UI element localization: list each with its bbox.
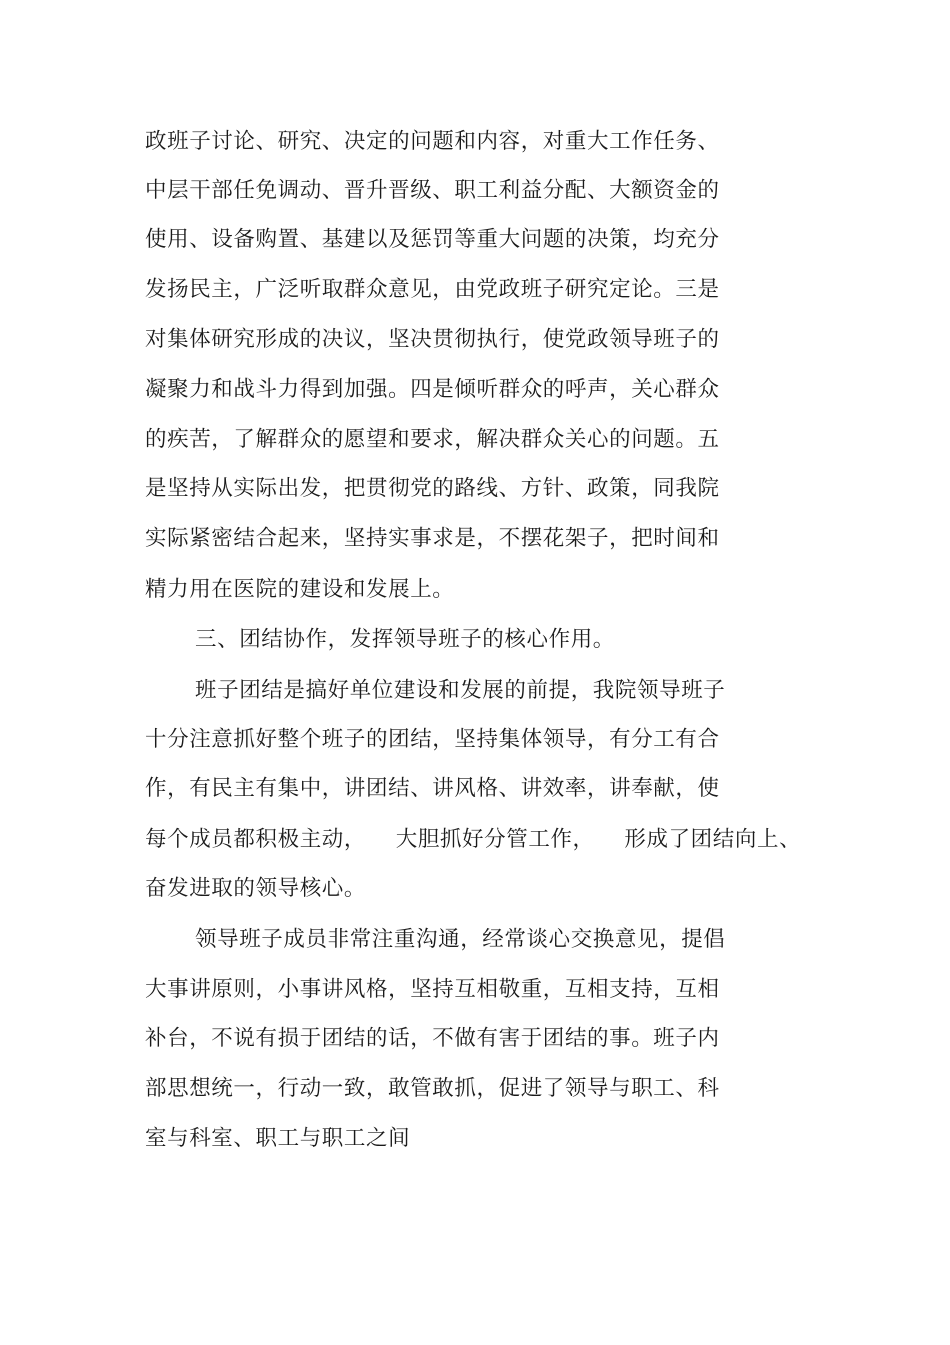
- text-line: 大事讲原则，小事讲风格，坚持互相敬重，互相支持，互相: [145, 977, 720, 1002]
- text-line: 中层干部任免调动、晋升晋级、职工利益分配、大额资金的: [145, 178, 720, 203]
- text-line: 室与科室、职工与职工之间: [145, 1126, 411, 1151]
- text-line: 是坚持从实际出发，把贯彻党的路线、方针、政策，同我院: [145, 476, 720, 501]
- text-line: 精力用在医院的建设和发展上。: [145, 577, 455, 602]
- text-line: 的疾苦，了解群众的愿望和要求，解决群众关心的问题。五: [145, 427, 720, 452]
- text-line: 作，有民主有集中，讲团结、讲风格、讲效率，讲奉献，使: [145, 776, 720, 801]
- text-line: 班子团结是搞好单位建设和发展的前提，我院领导班子: [195, 678, 726, 703]
- text-line: 补台，不说有损于团结的话，不做有害于团结的事。班子内: [145, 1026, 720, 1051]
- text-line: 每个成员都积极主动， 大胆抓好分管工作， 形成了团结向上、: [145, 827, 802, 852]
- text-line: 十分注意抓好整个班子的团结，坚持集体领导，有分工有合: [145, 727, 720, 752]
- text-line: 凝聚力和战斗力得到加强。四是倾听群众的呼声，关心群众: [145, 377, 720, 402]
- section-heading: 三、团结协作，发挥领导班子的核心作用。: [195, 627, 615, 652]
- text-line: 发扬民主，广泛听取群众意见，由党政班子研究定论。三是: [145, 277, 720, 302]
- text-line: 使用、设备购置、基建以及惩罚等重大问题的决策，均充分: [145, 227, 720, 252]
- text-line: 政班子讨论、研究、决定的问题和内容，对重大工作任务、: [145, 129, 720, 154]
- text-line: 实际紧密结合起来，坚持实事求是，不摆花架子，把时间和: [145, 526, 720, 551]
- text-line: 领导班子成员非常注重沟通，经常谈心交换意见，提倡: [195, 927, 726, 952]
- text-line: 部思想统一，行动一致，敢管敢抓，促进了领导与职工、科: [145, 1076, 720, 1101]
- text-line: 对集体研究形成的决议，坚决贯彻执行，使党政领导班子的: [145, 327, 720, 352]
- text-line: 奋发进取的领导核心。: [145, 876, 367, 901]
